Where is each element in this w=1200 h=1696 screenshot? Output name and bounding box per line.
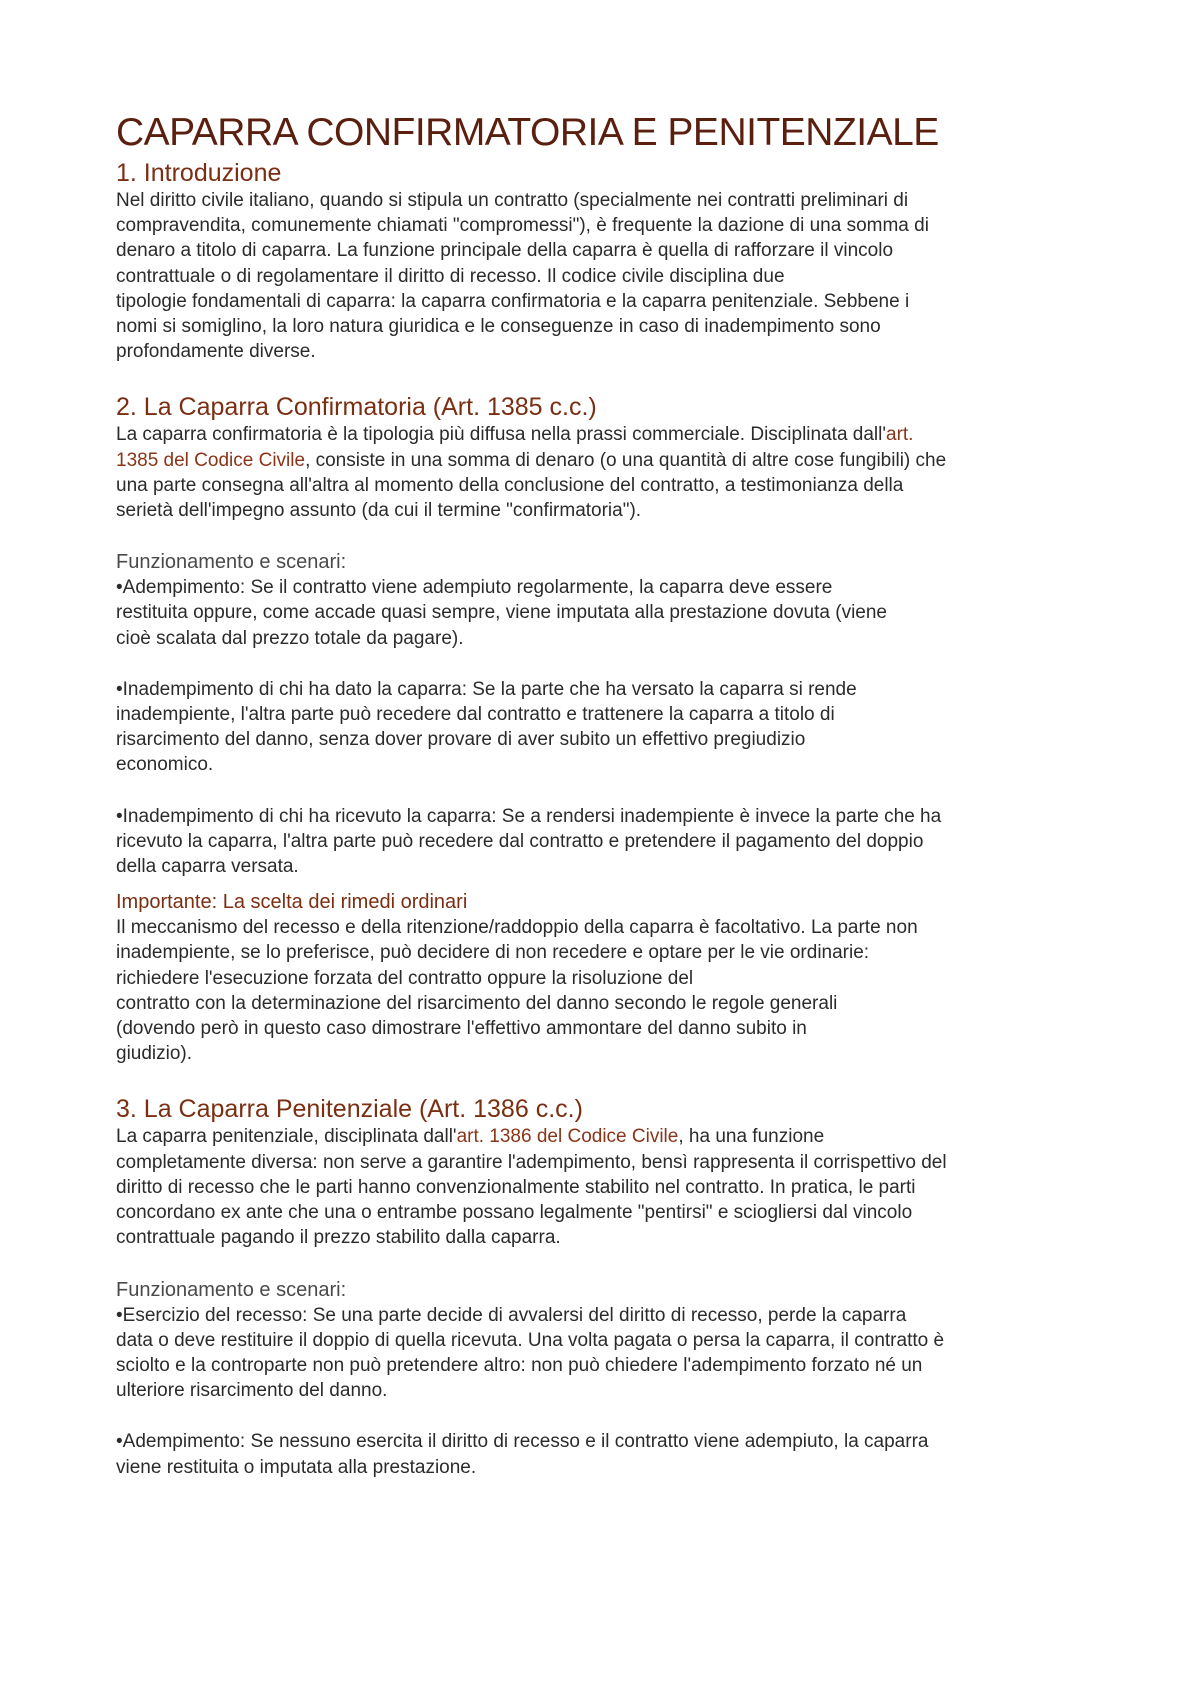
important-body — [116, 915, 1096, 1066]
section-3-heading: 3. La Caparra Penitenziale (Art. 1386 c.c.) — [116, 1095, 583, 1124]
bullet-adempimento-penitenziale — [116, 1429, 1096, 1479]
important-heading: Importante: La scelta dei rimedi ordinari — [116, 891, 468, 914]
text-run: La caparra penitenziale, disciplinata dall' — [116, 1126, 457, 1148]
section-2-subheading: Funzionamento e scenari: — [116, 551, 347, 574]
paragraph-line: profondamente diverse. — [116, 341, 316, 363]
paragraph-line — [116, 1124, 1096, 1149]
paragraph-line: contrattuale o di regolamentare il diritto di recesso. Il codice civile disciplina due — [116, 265, 785, 287]
document-title: CAPARRA CONFIRMATORIA E PENITENZIALE — [116, 111, 939, 154]
paragraph-line: Nel diritto civile italiano, quando si stipula un contratto (specialmente nei contratti preliminari di — [116, 190, 909, 211]
paragraph-line: completamente diversa: non serve a garantire l'adempimento, bensì rappresenta il corrispettivo del — [116, 1151, 947, 1173]
paragraph-line: una parte consegna all'altra al momento della conclusione del contratto, a testimonianza della — [116, 474, 904, 496]
paragraph-line: risarcimento del danno, senza dover provare di aver subito un effettivo pregiudizio — [116, 729, 806, 751]
paragraph-line: giudizio). — [116, 1043, 193, 1065]
paragraph-line: •Inadempimento di chi ha ricevuto la caparra: Se a rendersi inadempiente è invece la parte che ha — [116, 805, 942, 827]
bullet-inadempimento-ricevuto — [116, 804, 1096, 880]
paragraph-line: cioè scalata dal prezzo totale da pagare). — [116, 627, 464, 649]
article-1385-link-cont[interactable]: 1385 del Codice Civile — [116, 449, 306, 471]
document-page — [116, 110, 1096, 1480]
paragraph-line — [116, 422, 1096, 447]
paragraph-line: •Esercizio del recesso: Se una parte decide di avvalersi del diritto di recesso, perde la caparra — [116, 1304, 907, 1326]
section-3-intro — [116, 1124, 1096, 1250]
paragraph-line: •Inadempimento di chi ha dato la caparra: Se la parte che ha versato la caparra si rende — [116, 678, 857, 700]
section-2-heading: 2. La Caparra Confirmatoria (Art. 1385 c.c.) — [116, 393, 597, 422]
paragraph-line: inadempiente, l'altra parte può recedere dal contratto e trattenere la caparra a titolo di — [116, 704, 835, 726]
bullet-esercizio-recesso — [116, 1303, 1096, 1404]
paragraph-line: nomi si somiglino, la loro natura giuridica e le conseguenze in caso di inadempimento sono — [116, 316, 881, 338]
paragraph-line — [116, 448, 1096, 473]
section-1-body — [116, 188, 1096, 364]
paragraph-line: diritto di recesso che le parti hanno convenzionalmente stabilito nel contratto. In pratica, le parti — [116, 1176, 916, 1198]
text-run: , ha una funzione — [678, 1126, 825, 1148]
paragraph-line: •Adempimento: Se il contratto viene adempiuto regolarmente, la caparra deve essere — [116, 577, 833, 599]
paragraph-line: inadempiente, se lo preferisce, può decidere di non recedere e optare per le vie ordinarie: — [116, 942, 870, 964]
paragraph-line: ulteriore risarcimento del danno. — [116, 1380, 388, 1402]
bullet-adempimento — [116, 575, 1096, 651]
text-run: La caparra confirmatoria è la tipologia più diffusa nella prassi commerciale. Disciplinata dall' — [116, 424, 886, 446]
paragraph-line: tipologie fondamentali di caparra: la caparra confirmatoria e la caparra penitenziale. Sebbene i — [116, 290, 910, 312]
text-run: , consiste in una somma di denaro (o una quantità di altre cose fungibili) che — [305, 449, 947, 471]
paragraph-line: sciolto e la controparte non può pretendere altro: non può chiedere l'adempimento forzato né un — [116, 1354, 923, 1376]
paragraph-line: •Adempimento: Se nessuno esercita il diritto di recesso e il contratto viene adempiuto, la caparra — [116, 1431, 929, 1453]
paragraph-line: denaro a titolo di caparra. La funzione principale della caparra è quella di rafforzare il vincolo — [116, 240, 894, 262]
paragraph-line: Il meccanismo del recesso e della ritenzione/raddoppio della caparra è facoltativo. La parte non — [116, 917, 918, 939]
paragraph-line: (dovendo però in questo caso dimostrare l'effettivo ammontare del danno subito in — [116, 1018, 807, 1040]
paragraph-line: richiedere l'esecuzione forzata del contratto oppure la risoluzione del — [116, 967, 694, 989]
bullet-inadempimento-dato — [116, 677, 1096, 778]
paragraph-line: contrattuale pagando il prezzo stabilito dalla caparra. — [116, 1227, 561, 1249]
section-2-intro — [116, 422, 1096, 523]
paragraph-line: viene restituita o imputata alla prestazione. — [116, 1456, 477, 1478]
paragraph-line: data o deve restituire il doppio di quella ricevuta. Una volta pagata o persa la caparra, il contratto è — [116, 1329, 945, 1351]
paragraph-line: economico. — [116, 754, 214, 776]
article-1386-link[interactable]: art. 1386 del Codice Civile — [456, 1126, 679, 1148]
paragraph-line: della caparra versata. — [116, 856, 299, 878]
paragraph-line: contratto con la determinazione del risarcimento del danno secondo le regole generali — [116, 992, 838, 1014]
section-3-subheading: Funzionamento e scenari: — [116, 1278, 347, 1301]
section-1-heading: 1. Introduzione — [116, 159, 282, 187]
paragraph-line: concordano ex ante che una o entrambe possano legalmente "pentirsi" e sciogliersi dal vincolo — [116, 1202, 913, 1224]
paragraph-line: serietà dell'impegno assunto (da cui il termine "confirmatoria"). — [116, 500, 642, 522]
paragraph-line: ricevuto la caparra, l'altra parte può recedere dal contratto e pretendere il pagamento del doppio — [116, 830, 924, 852]
paragraph-line: compravendita, comunemente chiamati "compromessi"), è frequente la dazione di una somma di — [116, 215, 929, 237]
article-1385-link[interactable]: art. — [886, 424, 914, 446]
paragraph-line: restituita oppure, come accade quasi sempre, viene imputata alla prestazione dovuta (viene — [116, 602, 887, 624]
